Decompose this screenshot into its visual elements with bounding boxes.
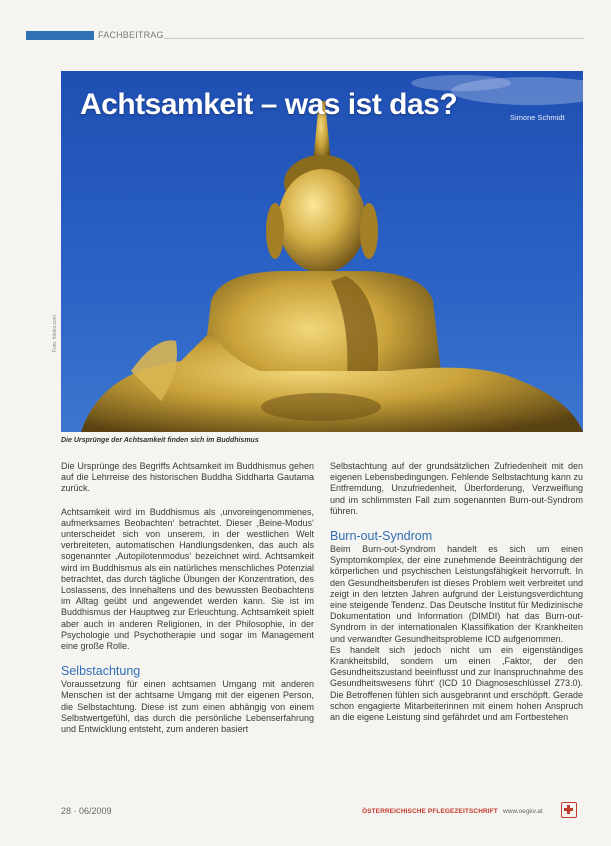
image-credit: Foto: fotolia.com: [52, 315, 58, 352]
header-rule: [164, 38, 584, 39]
paragraph: Die Ursprünge des Begriffs Achtsamkeit im Buddhismus gehen auf die Lehrreise des historischen Buddha Siddharta Gautama zurück.: [61, 461, 314, 494]
paragraph: Achtsamkeit wird im Buddhismus als ,unvoreingenommenes, aufmerksames Beobachten‘ betrachtet. Dieser ,Beine-Modus‘ unterscheidet sich von unserem, in der westlichen Welt verbreiteten, automatischen Handlungsdenken, das auch als sogenannter ,Autopilotenmodus‘ bezeichnet wird. Achtsamkeit wird im Buddhismus als ein natürliches menschliches Potenzial betrachtet, das durch tägliche Übungen der Konzentration, des Loslassens, des Innehaltens und des bewussten Beobachtens im Alltag geübt und angewendet werden kann. Sie ist im Buddhismus der Hauptweg zur Erleuchtung. Achtsamkeit spielt aber auch in anderen Religionen, in der Philosophie, in der Psychologie und Psychotherapie und sogar im Management eine große Rolle.: [61, 506, 314, 652]
author-name: Simone Schmidt: [510, 113, 565, 122]
journal-name: ÖSTERREICHISCHE PFLEGEZEITSCHRIFT: [362, 808, 498, 815]
journal-url: www.oegkv.at: [503, 808, 543, 815]
article-column-left: [61, 461, 314, 735]
section-color-bar: [26, 31, 94, 40]
image-caption: Die Ursprünge der Achtsamkeit finden sich im Buddhismus: [61, 437, 259, 444]
section-label: FACHBEITRAG: [98, 30, 164, 40]
cross-logo-icon: [561, 802, 577, 818]
paragraph: Beim Burn-out-Syndrom handelt es sich um einen Symptomkomplex, der eine zunehmende Beeinträchtigung der körperlichen und psychischen Leistungsfähigkeit hervorruft. In den Gesundheitsberufen ist dieses Problem weit verbreitet und zeigt in den letzten Jahren aufgrund der Leistungsverdichtung eine steigende Tendenz. Das Deutsche Institut für Medizinische Dokumentation und Information (DIMDI) hat das Burn-out-Syndrom in der internationalen Klassifikation der Krankheiten und verwandter Gesundheitsprobleme ICD aufgenommen.: [330, 544, 583, 644]
subheading-burnout: Burn-out-Syndrom: [330, 529, 433, 544]
paragraph: Voraussetzung für einen achtsamen Umgang mit anderen Menschen ist der achtsame Umgang mit der eigenen Person, die Selbstachtung. Diese ist zum einen abhängig von einem Selbstwertgefühl, das durch die persönliche Lebenserfahrung und Entwicklung entsteht, zum anderen basiert: [61, 679, 314, 735]
paragraph: Es handelt sich jedoch nicht um ein eigenständiges Krankheitsbild, sondern um einen ,Faktor, der den Gesundheitszustand beeinflusst und zur Inanspruchnahme des Gesundheitswesens führt‘ (ICD 10 Diagnoseschlüssel Z73.0). Die Betroffenen fühlen sich ausgebrannt und erschöpft. Gerade schon engagierte Mitarbeiterinnen mit einem hohen Anspruch an die eigene Leistung sind gefährdet und am Fortbestehen: [330, 644, 583, 723]
article-column-right: [330, 461, 583, 723]
page-number: 28 · 06/2009: [61, 806, 112, 816]
buddha-statue-photo: [61, 71, 583, 432]
article-title: Achtsamkeit – was ist das?: [80, 88, 458, 121]
paragraph: Selbstachtung auf der grundsätzlichen Zufriedenheit mit den eigenen Lebensbedingungen. Fehlende Selbstachtung kann zu Entfremdung, Unzufriedenheit, Überforderung, Verzweiflung und im schlimmsten Fall zum sogenannten Burn-out-Syndrom führen.: [330, 461, 583, 516]
subheading-selbstachtung: Selbstachtung: [61, 664, 141, 679]
hero-image: [61, 71, 583, 432]
